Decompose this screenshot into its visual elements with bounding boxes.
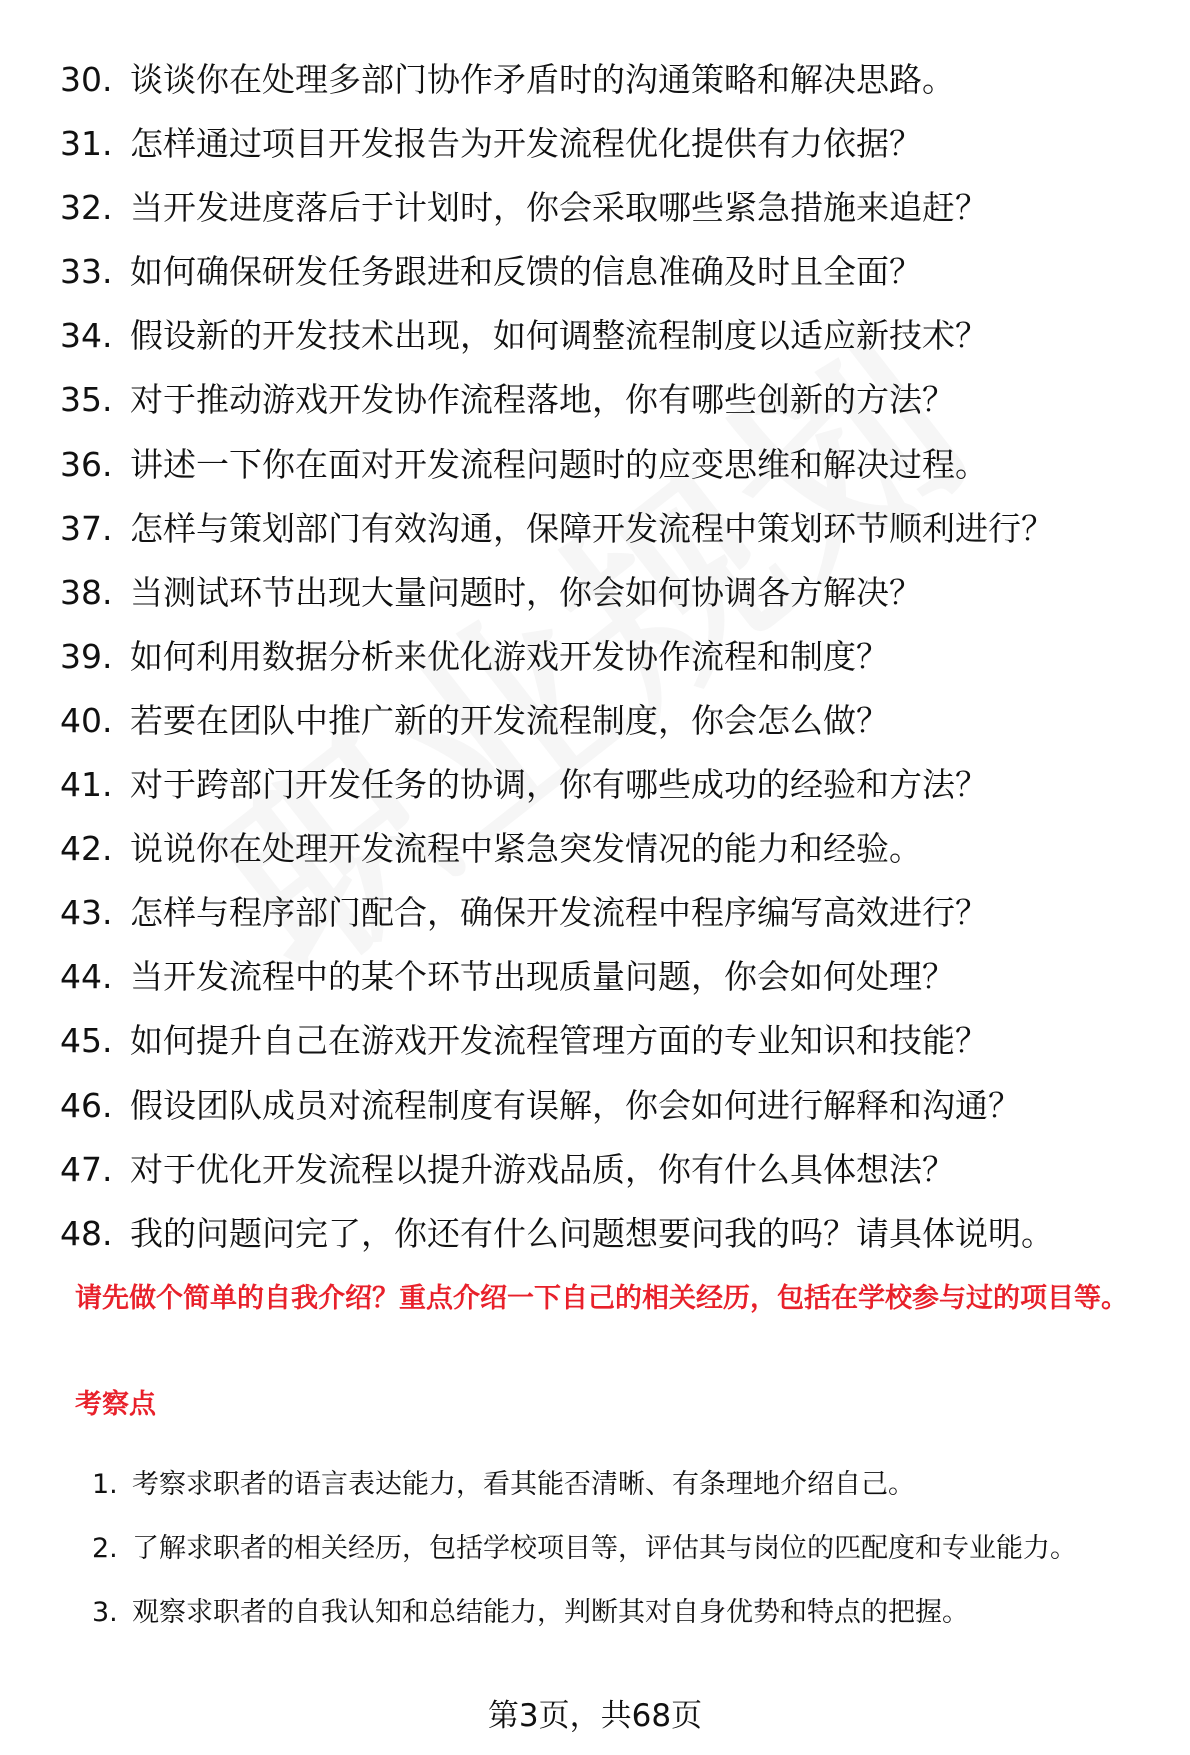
list-item (92, 1584, 1142, 1642)
list-item (60, 1074, 1160, 1138)
item-text: 当开发进度落后于计划时，你会采取哪些紧急措施来追赶？ (130, 188, 988, 228)
item-number: 43. (60, 893, 113, 933)
item-text: 讲述一下你在面对开发流程问题时的应变思维和解决过程。 (130, 444, 988, 484)
item-number: 45. (60, 1021, 113, 1061)
item-number: 32. (60, 188, 113, 228)
list-item (92, 1456, 1142, 1514)
list-item (60, 561, 1160, 625)
item-number: 31. (60, 124, 113, 164)
list-item (60, 817, 1160, 881)
item-number: 47. (60, 1149, 113, 1189)
list-item (60, 304, 1160, 368)
item-number: 36. (60, 444, 113, 484)
item-number: 38. (60, 572, 113, 612)
list-item (60, 433, 1160, 497)
item-number: 30. (60, 60, 113, 99)
list-item (60, 112, 1160, 176)
item-text: 我的问题问完了，你还有什么问题想要问我的吗？请具体说明。 (130, 1213, 1054, 1253)
section-subheading: 考察点 (75, 1389, 156, 1420)
list-item (60, 753, 1160, 817)
list-item (60, 176, 1160, 240)
item-text: 假设团队成员对流程制度有误解，你会如何进行解释和沟通？ (130, 1085, 1021, 1125)
list-item (60, 1009, 1160, 1073)
list-item (60, 368, 1160, 432)
item-text: 如何提升自己在游戏开发流程管理方面的专业知识和技能？ (130, 1021, 988, 1061)
item-number: 41. (60, 765, 113, 805)
item-text: 当测试环节出现大量问题时，你会如何协调各方解决？ (130, 572, 922, 612)
item-number: 3. (92, 1597, 118, 1628)
list-item (60, 689, 1160, 753)
item-text: 对于推动游戏开发协作流程落地，你有哪些创新的方法？ (130, 380, 955, 420)
item-text: 若要在团队中推广新的开发流程制度，你会怎么做？ (130, 700, 889, 740)
question-list (60, 48, 1160, 1266)
list-item (60, 625, 1160, 689)
item-text: 对于跨部门开发任务的协调，你有哪些成功的经验和方法？ (130, 765, 988, 805)
item-number: 46. (60, 1085, 113, 1125)
list-item (60, 48, 1160, 112)
item-text: 了解求职者的相关经历，包括学校项目等，评估其与岗位的匹配度和专业能力。 (132, 1533, 1077, 1564)
item-number: 44. (60, 957, 113, 997)
item-number: 40. (60, 700, 113, 740)
assessment-points-list (92, 1456, 1142, 1648)
item-text: 观察求职者的自我认知和总结能力，判断其对自身优势和特点的把握。 (132, 1597, 969, 1628)
item-text: 怎样与程序部门配合，确保开发流程中程序编写高效进行？ (130, 893, 988, 933)
item-number: 35. (60, 380, 113, 420)
item-text: 怎样通过项目开发报告为开发流程优化提供有力依据？ (130, 124, 922, 164)
item-number: 39. (60, 636, 113, 676)
section-heading: 请先做个简单的自我介绍？重点介绍一下自己的相关经历，包括在学校参与过的项目等。 (75, 1283, 1128, 1314)
item-number: 48. (60, 1213, 113, 1253)
item-text: 怎样与策划部门有效沟通，保障开发流程中策划环节顺利进行？ (130, 508, 1054, 548)
item-text: 如何确保研发任务跟进和反馈的信息准确及时且全面？ (130, 252, 922, 292)
item-text: 如何利用数据分析来优化游戏开发协作流程和制度？ (130, 636, 889, 676)
item-number: 37. (60, 508, 113, 548)
item-text: 假设新的开发技术出现，如何调整流程制度以适应新技术？ (130, 316, 988, 356)
list-item (92, 1520, 1142, 1578)
list-item (60, 945, 1160, 1009)
item-text: 考察求职者的语言表达能力，看其能否清晰、有条理地介绍自己。 (132, 1469, 915, 1500)
page-footer: 第3页，共68页 (487, 1698, 703, 1734)
list-item (60, 881, 1160, 945)
item-number: 2. (92, 1533, 118, 1564)
item-number: 33. (60, 252, 113, 292)
item-number: 1. (92, 1469, 118, 1500)
item-text: 谈谈你在处理多部门协作矛盾时的沟通策略和解决思路。 (130, 60, 955, 99)
list-item (60, 1138, 1160, 1202)
item-text: 当开发流程中的某个环节出现质量问题，你会如何处理？ (130, 957, 955, 997)
item-text: 说说你在处理开发流程中紧急突发情况的能力和经验。 (130, 829, 922, 869)
item-number: 42. (60, 829, 113, 869)
list-item (60, 1202, 1160, 1266)
item-number: 34. (60, 316, 113, 356)
list-item (60, 240, 1160, 304)
item-text: 对于优化开发流程以提升游戏品质，你有什么具体想法？ (130, 1149, 955, 1189)
list-item (60, 497, 1160, 561)
